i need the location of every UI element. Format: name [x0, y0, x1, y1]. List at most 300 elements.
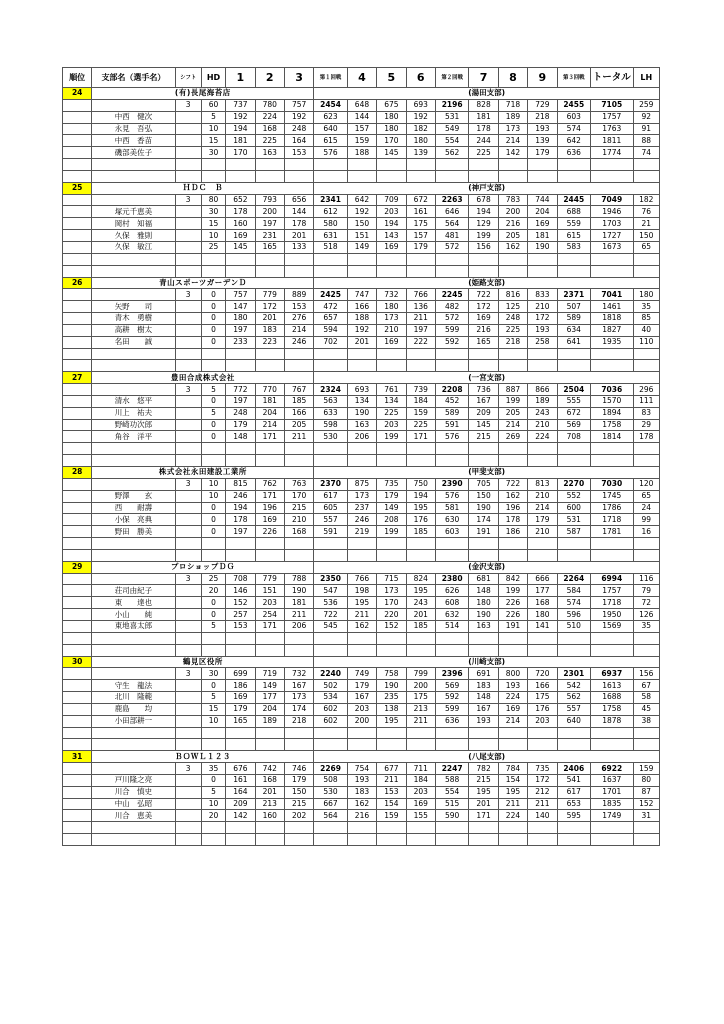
game-score-cell: 732: [377, 289, 406, 301]
player-row: [63, 597, 660, 609]
header-row: [63, 68, 660, 88]
game-score-cell: 254: [255, 609, 284, 621]
empty-cell: [63, 502, 92, 514]
empty-cell: [63, 573, 92, 585]
game-score-cell: 176: [528, 703, 557, 715]
game-score-cell: 167: [284, 680, 313, 692]
lh-cell: 116: [633, 573, 659, 585]
empty-cell: [528, 443, 557, 455]
game-score-cell: 145: [377, 147, 406, 159]
round-total-cell: 2425: [314, 289, 347, 301]
game-score-cell: 224: [498, 692, 527, 704]
round-total-cell: 590: [435, 810, 468, 822]
round-total-cell: 545: [314, 620, 347, 632]
round-total-cell: 530: [314, 431, 347, 443]
game-score-cell: 202: [284, 810, 313, 822]
round-total-cell: 472: [314, 301, 347, 313]
game-score-cell: 148: [226, 431, 255, 443]
empty-cell: [406, 739, 435, 751]
shift-cell: [175, 502, 201, 514]
game-score-cell: 150: [284, 786, 313, 798]
empty-cell: [435, 644, 468, 656]
game-score-cell: 125: [498, 301, 527, 313]
game-score-cell: 783: [498, 194, 527, 206]
player-name: 荘司由紀子: [92, 585, 175, 597]
empty-cell: [63, 384, 92, 396]
round-total-cell: 672: [557, 407, 590, 419]
hd-cell: 15: [201, 218, 225, 230]
game-score-cell: 195: [377, 715, 406, 727]
hd-cell: 80: [201, 194, 225, 206]
empty-cell: [63, 514, 92, 526]
round-total-cell: 549: [435, 123, 468, 135]
shift-cell: [175, 407, 201, 419]
game-score-cell: 204: [255, 407, 284, 419]
empty-cell: [347, 443, 376, 455]
game-score-cell: 210: [528, 419, 557, 431]
game-score-cell: 146: [226, 585, 255, 597]
empty-cell: [498, 170, 527, 182]
hd-cell: 0: [201, 289, 225, 301]
lh-cell: 40: [633, 324, 659, 336]
game-score-cell: 175: [406, 218, 435, 230]
grand-total-cell: 1703: [590, 218, 633, 230]
round-total-cell: 452: [435, 395, 468, 407]
empty-cell: [528, 549, 557, 561]
grand-total-cell: 1688: [590, 692, 633, 704]
game-score-cell: 196: [255, 502, 284, 514]
spacer-row: [63, 834, 660, 846]
round-total-cell: 599: [435, 703, 468, 715]
game-score-cell: 153: [284, 147, 313, 159]
empty-cell: [175, 538, 201, 550]
empty-cell: [255, 727, 284, 739]
game-score-cell: 225: [255, 135, 284, 147]
empty-cell: [314, 253, 347, 265]
game-score-cell: 214: [284, 324, 313, 336]
empty-cell: [175, 348, 201, 360]
game-score-cell: 195: [498, 786, 527, 798]
empty-cell: [201, 549, 225, 561]
empty-cell: [63, 170, 92, 182]
game-score-cell: 195: [347, 597, 376, 609]
game-score-cell: 767: [284, 384, 313, 396]
empty-cell: [175, 455, 201, 467]
game-score-cell: 194: [226, 502, 255, 514]
empty-cell: [92, 549, 175, 561]
shift-cell: [175, 419, 201, 431]
shift-cell: 3: [175, 384, 201, 396]
empty-cell: [435, 727, 468, 739]
round-total-cell: 2455: [557, 99, 590, 111]
player-name: 小保 亮典: [92, 514, 175, 526]
branch-label: (金沢支部): [314, 561, 660, 573]
empty-cell: [347, 159, 376, 171]
shift-cell: [175, 111, 201, 123]
grand-total-cell: 1461: [590, 301, 633, 313]
round-total-cell: 557: [557, 703, 590, 715]
round-total-cell: 576: [314, 147, 347, 159]
game-score-cell: 197: [226, 324, 255, 336]
round-total-cell: 562: [557, 692, 590, 704]
game-score-cell: 190: [469, 502, 498, 514]
empty-cell: [590, 455, 633, 467]
lh-cell: 178: [633, 431, 659, 443]
team-total-row: [63, 384, 660, 396]
empty-cell: [63, 301, 92, 313]
hd-cell: 0: [201, 336, 225, 348]
empty-cell: [255, 455, 284, 467]
shift-cell: [175, 135, 201, 147]
spacer-row: [63, 455, 660, 467]
game-score-cell: 711: [406, 763, 435, 775]
game-score-cell: 156: [469, 241, 498, 253]
empty-cell: [469, 822, 498, 834]
empty-cell: [406, 632, 435, 644]
player-row: [63, 680, 660, 692]
grand-total-cell: 1811: [590, 135, 633, 147]
empty-cell: [63, 668, 92, 680]
game-score-cell: 243: [528, 407, 557, 419]
game-score-cell: 145: [469, 419, 498, 431]
hd-cell: 0: [201, 502, 225, 514]
empty-cell: [633, 170, 659, 182]
game-score-cell: 693: [347, 384, 376, 396]
player-row: [63, 301, 660, 313]
round-total-cell: 640: [314, 123, 347, 135]
results-table: [62, 67, 660, 846]
game-score-cell: 143: [377, 230, 406, 242]
empty-cell: [92, 159, 175, 171]
empty-cell: [406, 644, 435, 656]
shift-cell: [175, 585, 201, 597]
empty-cell: [377, 739, 406, 751]
game-score-cell: 190: [347, 407, 376, 419]
game-score-cell: 199: [377, 431, 406, 443]
player-name: 久保 雅則: [92, 230, 175, 242]
empty-cell: [63, 123, 92, 135]
empty-cell: [284, 455, 313, 467]
empty-cell: [175, 159, 201, 171]
game-score-cell: 163: [255, 147, 284, 159]
grand-total-cell: 1758: [590, 419, 633, 431]
empty-cell: [590, 443, 633, 455]
empty-cell: [557, 549, 590, 561]
empty-cell: [498, 455, 527, 467]
lh-cell: 65: [633, 490, 659, 502]
empty-cell: [201, 644, 225, 656]
empty-cell: [63, 632, 92, 644]
round-total-cell: 564: [435, 218, 468, 230]
shift-cell: [175, 526, 201, 538]
hd-cell: 10: [201, 123, 225, 135]
empty-cell: [284, 632, 313, 644]
game-score-cell: 198: [347, 585, 376, 597]
game-score-cell: 142: [498, 147, 527, 159]
game-score-cell: 205: [498, 407, 527, 419]
empty-cell: [63, 206, 92, 218]
round-total-cell: 581: [435, 502, 468, 514]
game-score-cell: 170: [284, 490, 313, 502]
empty-cell: [63, 692, 92, 704]
game-score-cell: 166: [528, 680, 557, 692]
empty-cell: [347, 739, 376, 751]
game-score-cell: 161: [406, 206, 435, 218]
hd-cell: 0: [201, 395, 225, 407]
game-score-cell: 754: [347, 763, 376, 775]
empty-cell: [557, 739, 590, 751]
game-score-cell: 169: [377, 336, 406, 348]
empty-cell: [435, 265, 468, 277]
hd-cell: 30: [201, 147, 225, 159]
game-score-cell: 172: [528, 774, 557, 786]
empty-cell: [528, 170, 557, 182]
branch-label: (姫路支部): [314, 277, 660, 289]
empty-cell: [498, 159, 527, 171]
shift-cell: [175, 147, 201, 159]
shift-cell: [175, 609, 201, 621]
empty-cell: [557, 443, 590, 455]
header-game-6: 6: [406, 68, 435, 88]
team-name: (有)長尾海苔店: [92, 88, 314, 100]
game-score-cell: 150: [347, 218, 376, 230]
game-score-cell: 718: [498, 99, 527, 111]
header-game-5: 5: [377, 68, 406, 88]
empty-cell: [255, 739, 284, 751]
empty-cell: [435, 159, 468, 171]
game-score-cell: 153: [226, 620, 255, 632]
empty-cell: [63, 585, 92, 597]
game-score-cell: 191: [469, 526, 498, 538]
round-total-cell: 2324: [314, 384, 347, 396]
empty-cell: [590, 549, 633, 561]
round-total-cell: 482: [435, 301, 468, 313]
grand-total-cell: 7041: [590, 289, 633, 301]
empty-cell: [377, 265, 406, 277]
game-score-cell: 192: [226, 111, 255, 123]
game-score-cell: 749: [347, 668, 376, 680]
empty-cell: [255, 538, 284, 550]
empty-cell: [255, 632, 284, 644]
empty-cell: [63, 549, 92, 561]
shift-cell: [175, 597, 201, 609]
empty-cell: [590, 727, 633, 739]
game-score-cell: 159: [406, 407, 435, 419]
team-row: [63, 561, 660, 573]
round-total-cell: 2341: [314, 194, 347, 206]
team-total-row: [63, 668, 660, 680]
empty-cell: [528, 360, 557, 372]
game-score-cell: 676: [226, 763, 255, 775]
game-score-cell: 168: [255, 774, 284, 786]
empty-cell: [63, 609, 92, 621]
hd-cell: 30: [201, 668, 225, 680]
empty-cell: [406, 348, 435, 360]
empty-cell: [377, 822, 406, 834]
game-score-cell: 167: [469, 703, 498, 715]
hd-cell: 5: [201, 692, 225, 704]
game-score-cell: 174: [469, 514, 498, 526]
empty-cell: [590, 538, 633, 550]
empty-cell: [469, 549, 498, 561]
game-score-cell: 148: [469, 585, 498, 597]
empty-cell: [377, 253, 406, 265]
round-total-cell: 636: [557, 147, 590, 159]
hd-cell: 25: [201, 573, 225, 585]
empty-cell: [63, 727, 92, 739]
player-name: 鹿島 均: [92, 703, 175, 715]
spacer-row: [63, 348, 660, 360]
empty-cell: [226, 170, 255, 182]
empty-cell: [377, 727, 406, 739]
shift-cell: [175, 798, 201, 810]
player-row: [63, 798, 660, 810]
team-name: ＨＤＣ Ｂ: [92, 182, 314, 194]
game-score-cell: 178: [498, 514, 527, 526]
empty-cell: [63, 230, 92, 242]
empty-cell: [284, 549, 313, 561]
lh-cell: 38: [633, 715, 659, 727]
lh-cell: 65: [633, 241, 659, 253]
lh-cell: 99: [633, 514, 659, 526]
grand-total-cell: 1946: [590, 206, 633, 218]
game-score-cell: 195: [469, 786, 498, 798]
game-score-cell: 169: [406, 798, 435, 810]
empty-cell: [498, 348, 527, 360]
game-score-cell: 199: [469, 230, 498, 242]
player-row: [63, 703, 660, 715]
game-score-cell: 176: [406, 514, 435, 526]
header-game-2: 2: [255, 68, 284, 88]
game-score-cell: 214: [498, 419, 527, 431]
round-total-cell: 598: [314, 419, 347, 431]
game-score-cell: 162: [498, 490, 527, 502]
grand-total-cell: 1749: [590, 810, 633, 822]
round-total-cell: 2263: [435, 194, 468, 206]
game-score-cell: 206: [284, 620, 313, 632]
game-score-cell: 180: [528, 609, 557, 621]
empty-cell: [255, 644, 284, 656]
game-score-cell: 214: [498, 715, 527, 727]
round-total-cell: 600: [557, 502, 590, 514]
lh-cell: 259: [633, 99, 659, 111]
round-total-cell: 646: [435, 206, 468, 218]
game-score-cell: 150: [469, 490, 498, 502]
game-score-cell: 154: [498, 774, 527, 786]
empty-cell: [377, 538, 406, 550]
empty-cell: [435, 253, 468, 265]
empty-cell: [314, 727, 347, 739]
branch-label: (川崎支部): [314, 656, 660, 668]
round-total-cell: 514: [435, 620, 468, 632]
game-score-cell: 214: [528, 502, 557, 514]
grand-total-cell: 1757: [590, 111, 633, 123]
empty-cell: [201, 538, 225, 550]
round-total-cell: 2269: [314, 763, 347, 775]
empty-cell: [469, 834, 498, 846]
empty-cell: [314, 644, 347, 656]
grand-total-cell: 7105: [590, 99, 633, 111]
team-total-row: [63, 763, 660, 775]
empty-cell: [175, 265, 201, 277]
empty-cell: [633, 360, 659, 372]
empty-cell: [63, 194, 92, 206]
game-score-cell: 170: [377, 597, 406, 609]
hd-cell: 5: [201, 407, 225, 419]
lh-cell: 58: [633, 692, 659, 704]
game-score-cell: 179: [528, 147, 557, 159]
shift-cell: [175, 786, 201, 798]
game-score-cell: 175: [528, 692, 557, 704]
game-score-cell: 750: [406, 478, 435, 490]
game-score-cell: 201: [284, 230, 313, 242]
shift-cell: [175, 431, 201, 443]
game-score-cell: 722: [469, 289, 498, 301]
spacer-row: [63, 549, 660, 561]
round-total-cell: 2370: [314, 478, 347, 490]
header-lh: LH: [633, 68, 659, 88]
empty-cell: [92, 360, 175, 372]
team-row: [63, 656, 660, 668]
game-score-cell: 183: [255, 324, 284, 336]
game-score-cell: 233: [226, 336, 255, 348]
lh-cell: 180: [633, 289, 659, 301]
empty-cell: [590, 822, 633, 834]
hd-cell: 0: [201, 680, 225, 692]
empty-cell: [347, 170, 376, 182]
game-score-cell: 681: [469, 573, 498, 585]
hd-cell: 0: [201, 419, 225, 431]
game-score-cell: 192: [347, 206, 376, 218]
lh-cell: 150: [633, 230, 659, 242]
empty-cell: [284, 739, 313, 751]
player-row: [63, 111, 660, 123]
empty-cell: [590, 360, 633, 372]
game-score-cell: 147: [226, 301, 255, 313]
team-name: 株式会社永田建設工業所: [92, 467, 314, 479]
round-total-cell: 640: [557, 715, 590, 727]
game-score-cell: 165: [255, 241, 284, 253]
round-total-cell: 562: [435, 147, 468, 159]
empty-cell: [92, 632, 175, 644]
game-score-cell: 169: [255, 514, 284, 526]
game-score-cell: 213: [255, 798, 284, 810]
empty-cell: [255, 265, 284, 277]
player-row: [63, 218, 660, 230]
game-score-cell: 200: [498, 206, 527, 218]
header-game-7: 7: [469, 68, 498, 88]
player-name: 角谷 洋平: [92, 431, 175, 443]
game-score-cell: 735: [528, 763, 557, 775]
empty-cell: [63, 147, 92, 159]
game-score-cell: 180: [226, 313, 255, 325]
round-total-cell: 595: [557, 810, 590, 822]
game-score-cell: 196: [498, 502, 527, 514]
round-total-cell: 592: [435, 336, 468, 348]
round-total-cell: 657: [314, 313, 347, 325]
game-score-cell: 246: [347, 514, 376, 526]
game-score-cell: 224: [498, 810, 527, 822]
empty-cell: [92, 644, 175, 656]
empty-cell: [175, 253, 201, 265]
round-total-cell: 608: [435, 597, 468, 609]
game-score-cell: 218: [284, 715, 313, 727]
header-round-2: 第２回戦: [435, 68, 468, 88]
team-row: [63, 751, 660, 763]
round-total-cell: 588: [435, 774, 468, 786]
empty-cell: [63, 135, 92, 147]
game-score-cell: 201: [406, 609, 435, 621]
